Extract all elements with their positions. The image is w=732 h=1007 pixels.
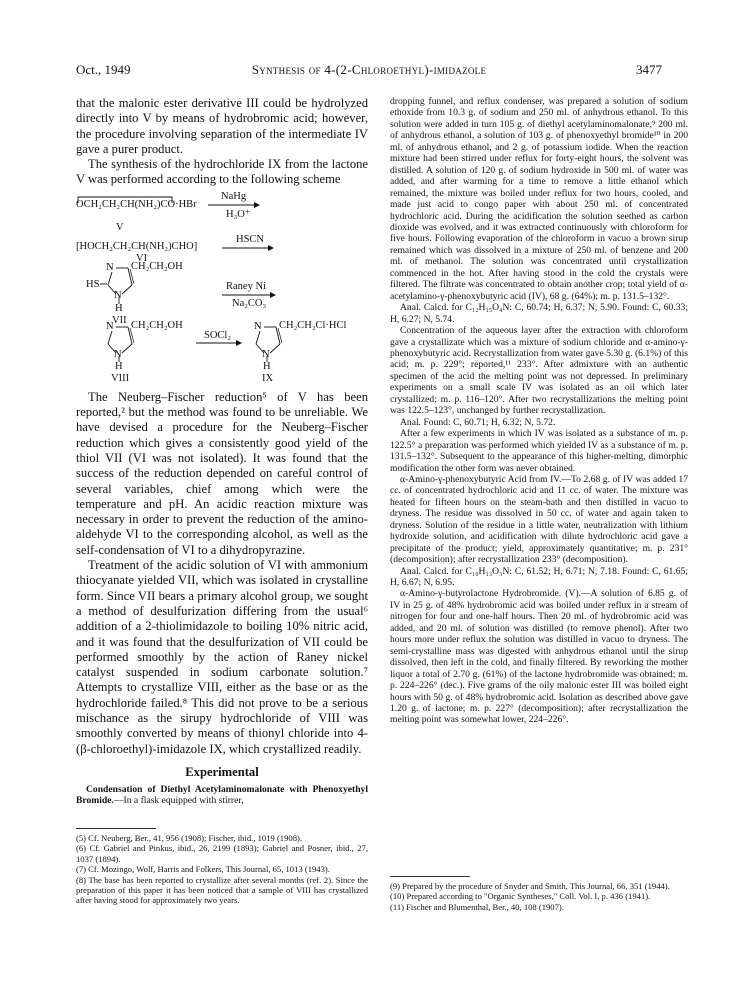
reagent-hscn: HSCN xyxy=(236,233,265,245)
footnote-7: (7) Cf. Mozingo, Wolf, Harris and Folkers, This Journal, 65, 1013 (1943). xyxy=(76,864,330,875)
footnote-rule xyxy=(76,828,156,829)
experimental-subtitle: Condensation of Diethyl Acetylaminomalonate with Phenoxyethyl Bromide. xyxy=(76,783,368,807)
paragraph-intro: that the malonic ester derivative III could be hydrolyzed directly into V by means of hydrobromic acid; however, the procedure involving separation of the intermediate IV gave a purer product. xyxy=(76,96,368,156)
reagent-socl2: SOCl₂ xyxy=(204,329,232,341)
left-column xyxy=(76,96,368,807)
right-footnotes xyxy=(390,870,688,912)
header-title: Synthesis of 4-(2-Chloroethyl)-imidazole xyxy=(251,62,487,77)
procedure-dimorphic: After a few experiments in which IV was isolated as a substance of m. p. 122.5° a preparation was performed which yielded IV as a substance of m. p. 131.5–132°. Subsequent to the appearance of this higher-melting, dimorphic modification the other form was never obtained. xyxy=(390,428,688,474)
running-header xyxy=(76,62,662,80)
vii-h: H xyxy=(115,302,123,314)
paragraph-scheme-intro: The synthesis of the hydrochloride IX from the lactone V was performed according to the following scheme xyxy=(76,157,368,187)
experimental-text: —In a flask equipped with stirrer, xyxy=(113,795,244,807)
analysis-1: Anal. Calcd. for C₁₂H₁₅O₄N: C, 60.74; H, 6.37; N, 5.90. Found: C, 60.33; H, 6.27; N, 5.74. xyxy=(390,302,688,325)
vii-n-bottom: N xyxy=(114,289,122,301)
procedure-condensation: dropping funnel, and reflux condenser, was prepared a solution of sodium ethoxide from 10.3 g. of sodium and 250 ml. of anhydrous ethanol. To this solution were added in turn 105 g. of diethyl acetylaminomalonate,⁹ 200 ml. of anhydrous ethanol, a solution of 103 g. of phenoxyethyl bromide¹⁰ in 200 ml. of anhydrous ethanol, and 2 g. of potassium iodide. When the reaction mixture had been stirred under reflux for forty-eight hours, the solvent was distilled. A solution of 120 g. of sodium hydroxide in 500 ml. of water was added, and after warming for a time to remove a little ethanol which remained, the mixture was boiled under reflux for two hours, cooled, and made just acid to congo paper with about 250 ml. of concentrated hydrochloric acid. During the acidification the solution seethed as carbon dioxide was evolved, and it was extracted continuously with chloroform for five hours. Following evaporation of the chloroform in vacuo a brown sirup remained which was dissolved in a mixture of 250 ml. of benzene and 200 ml. of methanol. The solution was concentrated until crystallization commenced in the hot. After having stood in the cold the crystals were filtered. The filtrate was concentrated to obtain another crop; total yield of α-acetylamino-γ-phenoxybutyric acid (IV), 68 g. (64%); m. p. 131.5–132°. xyxy=(390,96,688,302)
footnote-10: (10) Prepared according to "Organic Syntheses," Coll. Vol. I, p. 436 (1941). xyxy=(390,891,651,902)
footnote-rule-right xyxy=(390,876,470,877)
label-vi: VI xyxy=(136,252,148,264)
vii-substituent: CH₂CH₂OH xyxy=(131,260,183,272)
ix-substituent: CH₂CH₂Cl·HCl xyxy=(279,319,347,331)
compound-v-formula: OCH₂CH₂CH(NH₂)CO·HBr xyxy=(76,198,197,210)
label-viii: VIII xyxy=(111,372,130,384)
footnote-5: (5) Cf. Neuberg, Ber., 41, 956 (1908); Fischer, ibid., 1019 (1908). xyxy=(76,833,303,843)
ix-n-bottom: N xyxy=(262,348,270,360)
reaction-scheme xyxy=(76,190,368,384)
reagent-na2co3: Na₂CO₃ xyxy=(232,297,267,309)
section-heading-experimental: Experimental xyxy=(185,764,259,779)
label-ix: IX xyxy=(262,372,274,384)
vii-n-top: N xyxy=(106,261,114,273)
experimental-intro xyxy=(76,784,368,807)
vii-hs: HS xyxy=(86,278,100,290)
viii-h: H xyxy=(115,360,123,372)
header-date: Oct., 1949 xyxy=(76,62,131,77)
footnote-11: (11) Fischer and Blumenthal, Ber., 40, 108 (1907). xyxy=(390,901,564,912)
viii-substituent: CH₂CH₂OH xyxy=(131,319,183,331)
right-column xyxy=(390,96,688,726)
footnote-6: (6) Cf. Gabriel and Pinkus, ibid., 26, 2199 (1893); Gabriel and Posner, ibid., 27, 1037 (1894). xyxy=(76,843,368,864)
analysis-2: Anal. Found: C, 60.71; H, 6.32; N, 5.72. xyxy=(400,416,556,428)
paragraph-thiocyanate: Treatment of the acidic solution of VI with ammonium thiocyanate yielded VII, which was isolated in crystalline form. Since VII bears a primary alcohol group, we sought a method of desulfurization differing from the usual⁶ addition of a 2-thiolimidazole to boiling 10% nitric acid, and it was found that the desulfurization of VII could be performed smoothly by the action of Raney nickel catalyst suspended in sodium carbonate solution.⁷ Attempts to crystallize VIII, either as the base or as the hydrochloride failed.⁸ This did not prove to be a serious mischance as the sirupy hydrochloride of VIII was smoothly converted by means of thionyl chloride into 4-(β-chloroethyl)-imidazole IX, which crystallized readily. xyxy=(76,558,368,756)
page-number: 3477 xyxy=(636,62,662,77)
paragraph-neuberg-fischer: The Neuberg–Fischer reduction⁵ of V has been reported,² but the method was found to be unreliable. We have devised a procedure for the Neuberg–Fischer reduction which gives a consistently good yield of the thiol VII (VI was not isolated). It was found that the success of the reduction depended on careful control of several variables, chief among which were the temperature and pH. An acidic reaction mixture was necessary in order to prevent the reduction of the amino-aldehyde VI to the corresponding alcohol, as well as the self-condensation of VI to a dihydropyrazine. xyxy=(76,389,368,557)
procedure-amino-acid: α-Amino-γ-phenoxybutyric Acid from IV.—To 2.68 g. of IV was added 17 cc. of concentrated hydrochloric acid and 11 cc. of water. The mixture was heated for fifteen hours on the steam-bath and then distilled in vacuo to dryness. The residue was dissolved in 50 cc. of water and again taken to dryness. Solution of the residue in a little water, neutralization with lithium hydroxide solution, and acidification with dilute hydrochloric acid gave a precipitate of the product; yield, approximately quantitative; m. p. 231° (decomposition); after recrystallization 233° (decomposition). xyxy=(390,473,688,566)
reagent-nahg: NaHg xyxy=(221,190,247,202)
procedure-aqueous-layer: Concentration of the aqueous layer after the extraction with chloroform gave a crystallizate which was a mixture of sodium chloride and α-amino-γ-phenoxybutyric acid. Recrystallization from water gave 5.30 g. (6.1%) of this acid; m. p. 229°; reported,¹¹ 233°. After admixture with an authentic specimen of the acid the melting point was not depressed. In preliminary experiments on a small scale IV was isolated as an oil which later crystallized; m. p. 116–120°. After two recrystallizations the melting point was 122.5–123°, unchanged by further recrystallization. xyxy=(390,325,688,417)
footnote-8: (8) The base has been reported to crystallize after several months (ref. 2). Since the preparation of this paper it has been noticed that a sample of VIII has crystallized after having stood for approximately two years. xyxy=(76,874,368,906)
label-vii: VII xyxy=(112,314,127,326)
label-v: V xyxy=(116,221,124,233)
ix-n-top: N xyxy=(254,320,262,332)
procedure-lactone: α-Amino-γ-butyrolactone Hydrobromide. (V).—A solution of 6.85 g. of IV in 25 g. of 48% hydrobromic acid was boiled under reflux in a stream of nitrogen for four and one-half hours. Then 20 ml. of hydrobromic acid was added, and 20 ml. of solution was distilled (to remove phenol). After two hours more under reflux the solution was distilled in vacuo to dryness. The semi-crystalline mass was digested with anhydrous ethanol until the sirup dissolved, then left in the cold, and finally filtered. By reworking the mother liquor a total of 2.70 g. (61%) of the lactone hydrobromide was obtained; m. p. 224–226° (dec.). Five grams of the oily malonic ester III was boiled eight hours with 50 g. of 48% hydrobromic acid. Isolation as described above gave 1.20 g. of lactone; m. p. 227° (decomposition); after recrystallization the melting point was somewhat lower, 224–226°. xyxy=(390,588,688,726)
reagent-raney-ni: Raney Ni xyxy=(226,280,266,292)
reagent-h3o: H₃O⁺ xyxy=(226,208,251,220)
viii-n-top: N xyxy=(106,320,114,332)
viii-n-bottom: N xyxy=(114,348,122,360)
ix-h: H xyxy=(263,360,271,372)
compound-vi-formula: [HOCH₂CH₂CH(NH₂)CHO] xyxy=(76,240,198,252)
footnote-9: (9) Prepared by the procedure of Snyder and Smith, This Journal, 66, 351 (1944). xyxy=(390,881,670,891)
analysis-3: Anal. Calcd. for C₁₀H₁₃O₃N: C, 61.52; H, 6.71; N, 7.18. Found: C, 61.65; H, 6.67; N, 6.95. xyxy=(390,565,688,589)
left-footnotes xyxy=(76,822,368,906)
